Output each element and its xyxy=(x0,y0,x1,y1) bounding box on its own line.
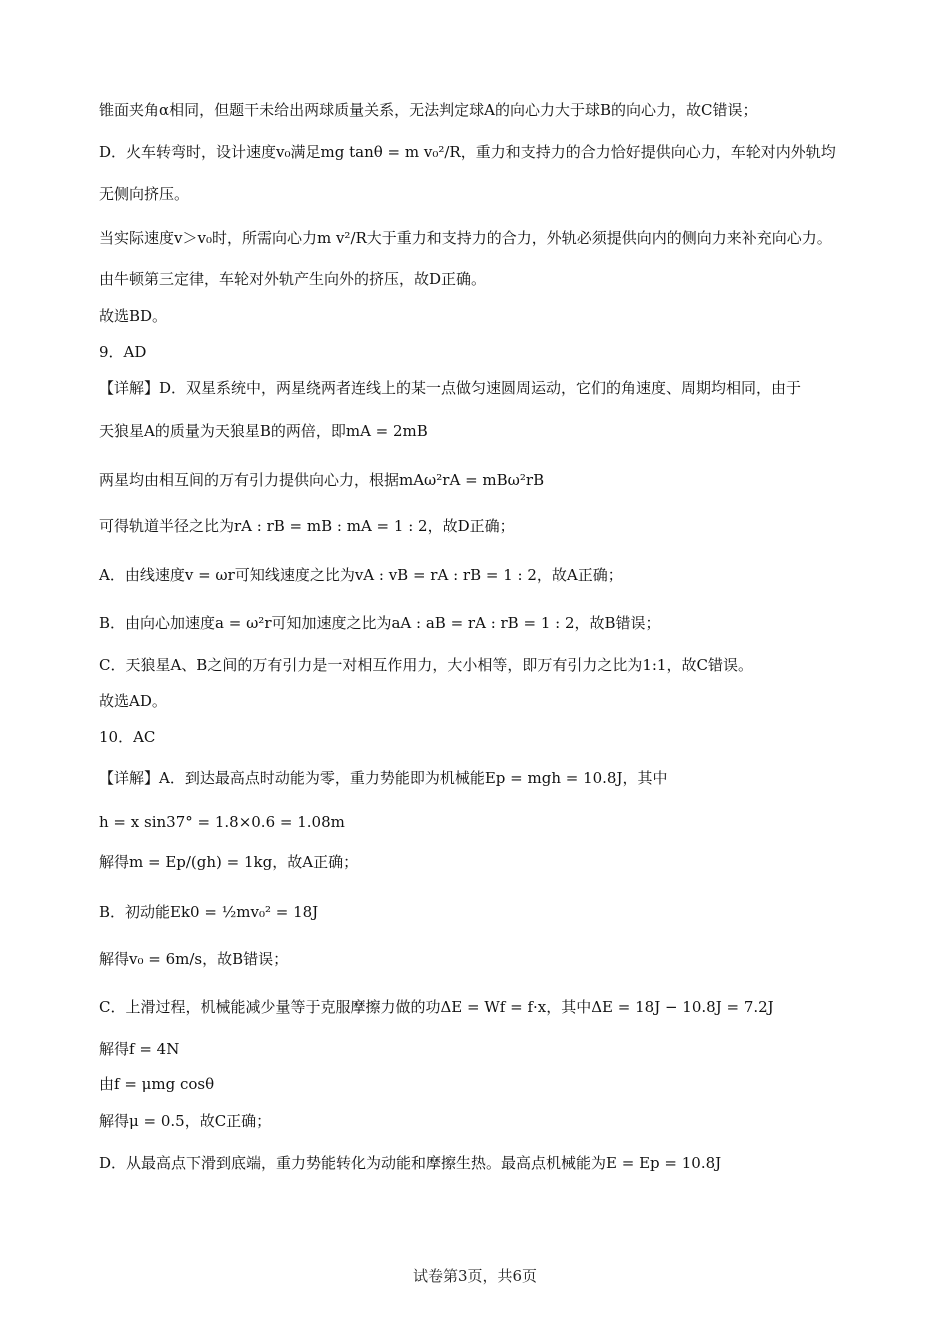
text-line: 可得轨道半径之比为rA : rB = mB : mA = 1 : 2，故D正确； xyxy=(99,517,515,535)
text-line: A．由线速度v = ωr可知线速度之比为vA : vB = rA : rB = 1 : 2，故A正确； xyxy=(99,566,623,584)
text-line: 故选BD。 xyxy=(99,307,168,325)
text-line: 解得m = Ep/(gh) = 1kg，故A正确； xyxy=(99,853,359,871)
text-line: C．天狼星A、B之间的万有引力是一对相互作用力，大小相等，即万有引力之比为1:1，故C错误。 xyxy=(99,656,753,674)
text-line: 解得f = 4N xyxy=(99,1040,180,1058)
text-line: 解得μ = 0.5，故C正确； xyxy=(99,1112,272,1130)
text-line: 锥面夹角α相同，但题干未给出两球质量关系，无法判定球A的向心力大于球B的向心力，故C错误； xyxy=(99,101,758,119)
text-line: 当实际速度v＞v₀时，所需向心力m v²/R大于重力和支持力的合力，外轨必须提供向内的侧向力来补充向心力。 xyxy=(99,229,832,247)
text-line: 由牛顿第三定律，车轮对外轨产生向外的挤压，故D正确。 xyxy=(99,270,487,288)
text-line: 解得v₀ = 6m/s，故B错误； xyxy=(99,950,289,968)
text-line: 由f = μmg cosθ xyxy=(99,1075,215,1093)
question-number: 9．AD xyxy=(99,343,147,361)
text-line: D．从最高点下滑到底端，重力势能转化为动能和摩擦生热。最高点机械能为E = Ep = 10.8J xyxy=(99,1154,722,1172)
text-line: 故选AD。 xyxy=(99,692,167,710)
text-line: 天狼星A的质量为天狼星B的两倍，即mA = 2mB xyxy=(99,422,428,440)
text-line: 两星均由相互间的万有引力提供向心力，根据mAω²rA = mBω²rB xyxy=(99,471,545,489)
text-line: C．上滑过程，机械能减少量等于克服摩擦力做的功ΔE = Wf = f·x，其中ΔE = 18J − 10.8J = 7.2J xyxy=(99,998,774,1016)
text-line: 【详解】D．双星系统中，两星绕两者连线上的某一点做匀速圆周运动，它们的角速度、周期均相同，由于 xyxy=(99,379,802,397)
text-line: h = x sin37° = 1.8×0.6 = 1.08m xyxy=(99,813,345,831)
text-line: 无侧向挤压。 xyxy=(99,185,190,203)
text-line: D．火车转弯时，设计速度v₀满足mg tanθ = m v₀²/R，重力和支持力的合力恰好提供向心力，车轮对内外轨均 xyxy=(99,143,836,161)
text-line: 【详解】A．到达最高点时动能为零，重力势能即为机械能Ep = mgh = 10.8J，其中 xyxy=(99,769,668,787)
page-footer: 试卷第3页，共6页 xyxy=(412,1267,538,1285)
text-line: B．初动能Ek0 = ½mv₀² = 18J xyxy=(99,903,319,921)
text-line: B．由向心加速度a = ω²r可知加速度之比为aA : aB = rA : rB = 1 : 2，故B错误； xyxy=(99,614,661,632)
question-number: 10．AC xyxy=(99,728,156,746)
